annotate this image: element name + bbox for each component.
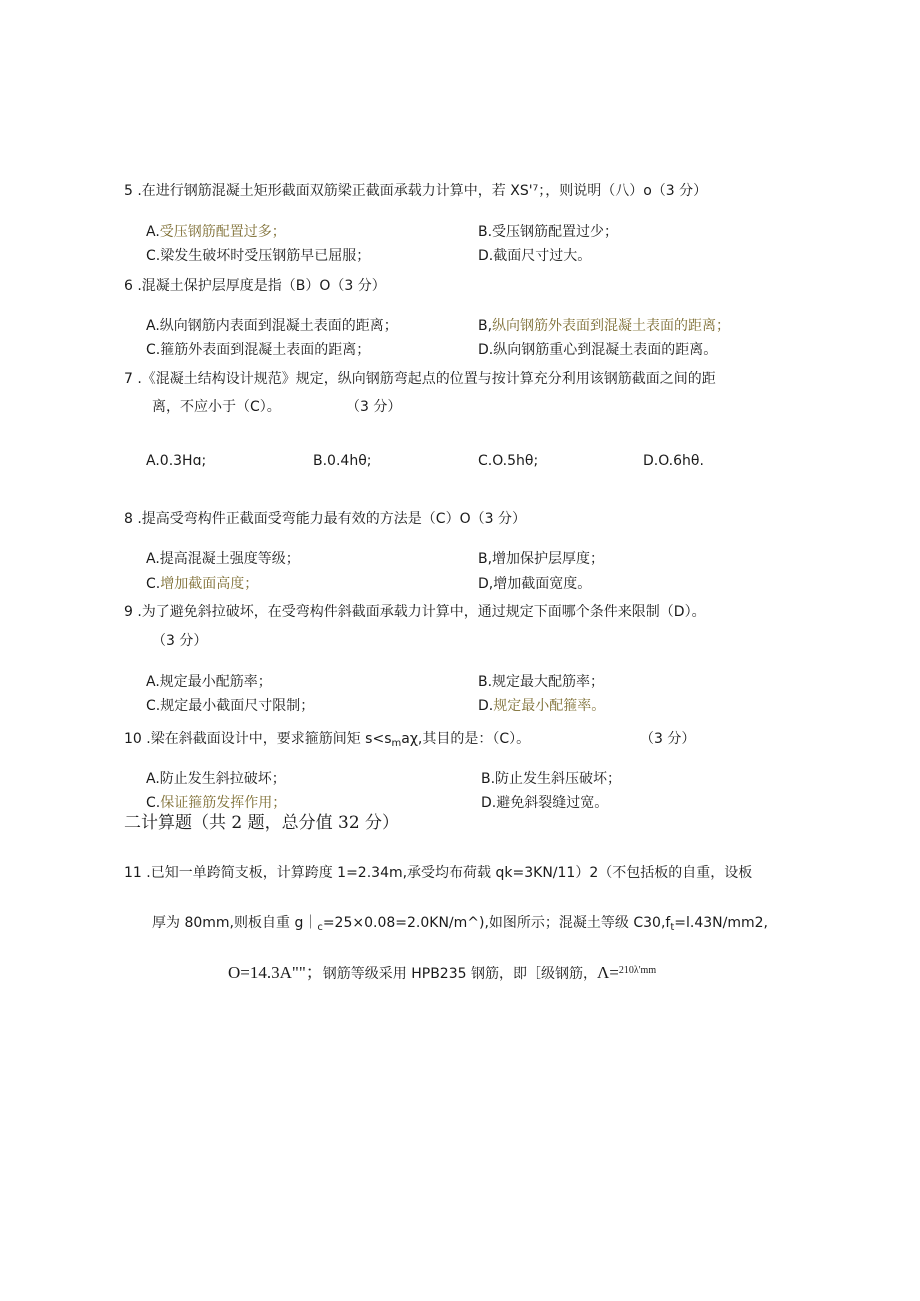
q11-line3-pre: O=14.3A""； <box>228 963 323 982</box>
q9-option-c: C.规定最小截面尺寸限制； <box>146 698 315 714</box>
q9-option-d-letter: D. <box>478 698 494 714</box>
q6-option-b-text: 纵向钢筋外表面到混凝土表面的距离； <box>492 318 731 334</box>
q8-option-a: A.提高混凝土强度等级； <box>146 551 300 567</box>
q5-option-b: B.受压钢筋配置过少； <box>478 224 619 240</box>
q11-line2-sub2: t <box>670 922 675 933</box>
q10-option-d: D.避免斜裂缝过宽。 <box>481 795 609 811</box>
question-11-line1: 11 .已知一单跨简支板，计算跨度 1=2.34m,承受均布荷载 qk=3KN∕11）2（不包括板的自重，设板 <box>124 865 753 881</box>
question-8-stem: 8 .提高受弯构件正截面受弯能力最有效的方法是（C）O（3 分） <box>124 511 526 527</box>
q11-line3-post: Λ= <box>596 963 619 982</box>
q10-stem-sub: m <box>391 738 402 749</box>
question-5-stem: 5 .在进行钢筋混凝土矩形截面双筋梁正截面承载力计算中，若 XS'⁷；，则说明（八）o（3 分） <box>124 183 708 199</box>
q7-option-a: A.0.3Hɑ; <box>146 453 207 469</box>
q6-option-a: A.纵向钢筋内表面到混凝土表面的距离； <box>146 318 398 334</box>
q8-option-c-text: 增加截面高度； <box>160 576 259 592</box>
q11-line2-pre: 厚为 80mm,则板自重 g｜ <box>152 915 318 931</box>
q5-option-a <box>146 222 286 242</box>
q9-option-d-text: 规定最小配箍率。 <box>493 698 606 714</box>
q6-option-d: D.纵向钢筋重心到混凝土表面的距离。 <box>478 342 718 358</box>
q8-option-b: B,增加保护层厚度； <box>478 551 605 567</box>
question-7-score: （3 分） <box>346 399 402 415</box>
q10-stem-pre: 10 .梁在斜截面设计中，要求箍筋间矩 s<s <box>124 731 392 747</box>
q10-option-b: B.防止发生斜压破坏； <box>481 771 622 787</box>
question-6-stem: 6 .混凝土保护层厚度是指（B）O（3 分） <box>124 278 386 294</box>
question-7-stem-line2: 离，不应小于（C）。 <box>152 399 281 415</box>
q7-option-d: D.O.6hθ. <box>643 453 704 469</box>
q8-option-c-letter: C. <box>146 576 161 592</box>
q7-option-b: B.0.4hθ; <box>313 453 372 469</box>
q5-option-a-text: 受压钢筋配置过多； <box>159 224 286 240</box>
q11-line2-post: =l.43N∕mm2, <box>674 915 768 931</box>
question-11-line2 <box>152 913 768 938</box>
q10-option-c <box>146 793 286 813</box>
q6-option-c: C.箍筋外表面到混凝土表面的距离； <box>146 342 371 358</box>
q5-option-d: D.截面尺寸过大。 <box>478 248 592 264</box>
q8-option-c <box>146 574 258 594</box>
q10-option-c-letter: C. <box>146 795 161 811</box>
q11-line3-sup: 210λ'mm <box>618 965 657 976</box>
q5-option-c: C.梁发生破坏时受压钢筋早已屈服； <box>146 248 371 264</box>
q11-line3-mid: 钢筋等级采用 HPB235 钢筋，即［级钢筋， <box>322 966 597 982</box>
q8-option-d: D,增加截面宽度。 <box>478 576 592 592</box>
q11-line2-sub: c <box>317 922 323 933</box>
q9-option-d <box>478 696 605 716</box>
q7-option-c: C.O.5hθ; <box>478 453 539 469</box>
question-7-stem-line1: 7 .《混凝土结构设计规范》规定，纵向钢筋弯起点的位置与按计算充分利用该钢筋截面之间的距 <box>124 371 716 387</box>
question-10-score: （3 分） <box>640 731 696 747</box>
question-11-line3 <box>228 961 656 984</box>
q10-stem-post: aχ,其目的是：（C）。 <box>401 731 531 747</box>
question-9-stem-line1: 9 .为了避免斜拉破坏，在受弯构件斜截面承载力计算中，通过规定下面哪个条件来限制（D）。 <box>124 604 706 620</box>
question-10-stem <box>124 729 530 754</box>
q9-option-b: B.规定最大配筋率； <box>478 674 605 690</box>
section-2-title: 二计算题（共 2 题，总分值 32 分） <box>124 813 400 833</box>
question-9-stem-line2: （3 分） <box>152 633 208 649</box>
q11-line2-mid: =25×0.08=2.0KN∕m^),如图所示；混凝土等级 C30,f <box>322 915 671 931</box>
q6-option-b-letter: B, <box>478 318 493 334</box>
q5-option-a-letter: A. <box>146 224 160 240</box>
q10-option-a: A.防止发生斜拉破坏； <box>146 771 286 787</box>
q9-option-a: A.规定最小配筋率； <box>146 674 272 690</box>
q6-option-b <box>478 316 730 336</box>
q10-option-c-text: 保证箍筋发挥作用； <box>160 795 287 811</box>
